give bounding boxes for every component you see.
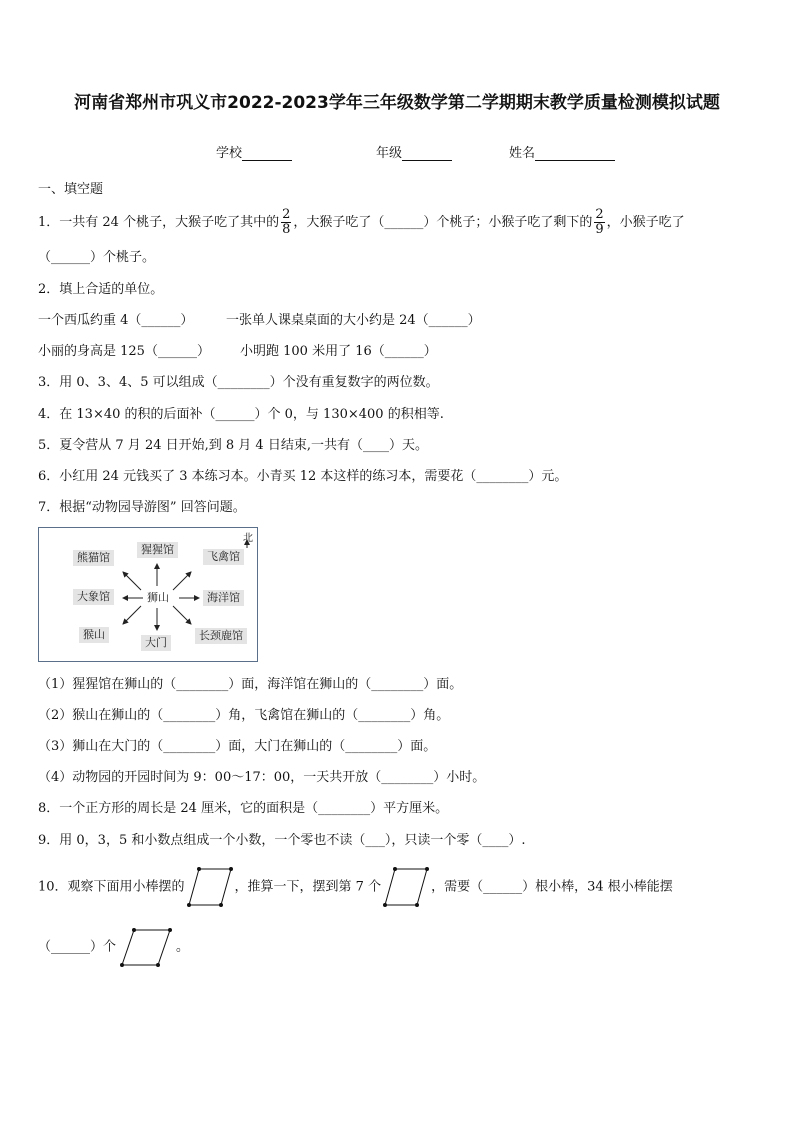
arrow-northwest (123, 572, 141, 590)
grade-field (376, 142, 452, 161)
q2-item-height: 小丽的身高是 125（______） (38, 344, 210, 359)
question-3: 3．用 0、3、4、5 可以组成（________）个没有重复数字的两位数。 (38, 375, 439, 390)
parallelogram-stick-figure (185, 866, 235, 908)
parallelogram-stick-figure (381, 866, 431, 908)
question-6: 6．小红用 24 元钱买了 3 本练习本。小青买 12 本这样的练习本，需要花（________）元。 (38, 469, 568, 484)
q10-text-e: 。 (176, 939, 190, 955)
school-label: 学校 (216, 146, 243, 161)
map-bird-hall: 飞禽馆 (203, 549, 244, 565)
q10-text-c: ，需要（______）根小棒，34 根小棒能摆 (431, 879, 673, 895)
map-main-gate: 大门 (141, 635, 171, 651)
q2-item-run: 小明跑 100 米用了 16（______） (240, 344, 437, 359)
question-2: 2．填上合适的单位。 (38, 282, 164, 297)
q7-sub-1: （1）猩猩馆在狮山的（________）面，海洋馆在狮山的（________）面。 (38, 677, 463, 692)
map-monkey-hill: 猴山 (79, 627, 109, 643)
q7-sub-2: （2）猴山在狮山的（________）角，飞禽馆在狮山的（________）角。 (38, 708, 450, 723)
question-8: 8．一个正方形的周长是 24 厘米，它的面积是（________）平方厘米。 (38, 801, 449, 816)
fraction-2-9 (594, 208, 604, 237)
q1-text-b: ，大猴子吃了（______）个桃子；小猴子吃了剩下的 (293, 215, 593, 230)
question-4: 4．在 13×40 的积的后面补（______）个 0，与 130×400 的积相等. (38, 407, 444, 422)
page-title: 河南省郑州市巩义市2022-2023学年三年级数学第二学期期末教学质量检测模拟试题 (74, 93, 720, 113)
map-orangutan-hall: 猩猩馆 (137, 542, 178, 558)
question-10 (38, 866, 673, 909)
question-9: 9．用 0，3，5 和小数点组成一个小数，一个零也不读（___），只读一个零（____）. (38, 833, 526, 848)
q1-text-c: ，小猴子吃了 (606, 215, 685, 230)
map-lion-hill: 狮山 (147, 591, 169, 604)
name-label: 姓名 (509, 146, 536, 161)
map-panda-hall: 熊猫馆 (73, 550, 114, 566)
map-elephant-hall: 大象馆 (73, 589, 114, 605)
q2-item-watermelon: 一个西瓜约重 4（______） (38, 313, 194, 328)
q10-text-a: 10．观察下面用小棒摆的 (38, 879, 185, 895)
question-1 (38, 208, 685, 237)
question-5: 5．夏令营从 7 月 24 日开始,到 8 月 4 日结束,一共有（____）天。 (38, 438, 428, 453)
name-blank[interactable] (535, 146, 615, 161)
zoo-map (38, 527, 258, 662)
school-field (216, 142, 292, 161)
name-field (509, 142, 615, 161)
parallelogram-stick-figure (116, 926, 176, 968)
school-blank[interactable] (242, 146, 292, 161)
fraction-denominator: 8 (282, 222, 291, 237)
question-7: 7．根据“动物园导游图” 回答问题。 (38, 500, 246, 515)
q1-text-a: 1．一共有 24 个桃子，大猴子吃了其中的 (38, 215, 280, 230)
grade-blank[interactable] (402, 146, 452, 161)
map-giraffe-hall: 长颈鹿馆 (195, 628, 247, 644)
north-label: 北 (243, 533, 253, 544)
arrow-northeast (173, 572, 191, 590)
section-heading: 一、填空题 (38, 182, 104, 197)
question-1-cont: （______）个桃子。 (38, 250, 156, 265)
q2-item-desk: 一张单人课桌桌面的大小约是 24（______） (226, 313, 481, 328)
question-10-cont (38, 926, 189, 969)
q7-sub-4: （4）动物园的开园时间为 9：00～17：00，一天共开放（________）小时。 (38, 770, 486, 785)
arrow-southwest (123, 606, 141, 624)
map-ocean-hall: 海洋馆 (203, 590, 244, 606)
q7-sub-3: （3）狮山在大门的（________）面，大门在狮山的（________）面。 (38, 739, 437, 754)
grade-label: 年级 (376, 146, 403, 161)
arrow-southeast (173, 606, 191, 624)
q10-text-d: （______）个 (38, 939, 117, 955)
q10-text-b: ，推算一下，摆到第 7 个 (234, 879, 382, 895)
fraction-2-8 (281, 208, 291, 237)
fraction-denominator: 9 (595, 222, 604, 237)
fraction-numerator: 2 (282, 207, 291, 222)
fraction-numerator: 2 (595, 207, 604, 222)
